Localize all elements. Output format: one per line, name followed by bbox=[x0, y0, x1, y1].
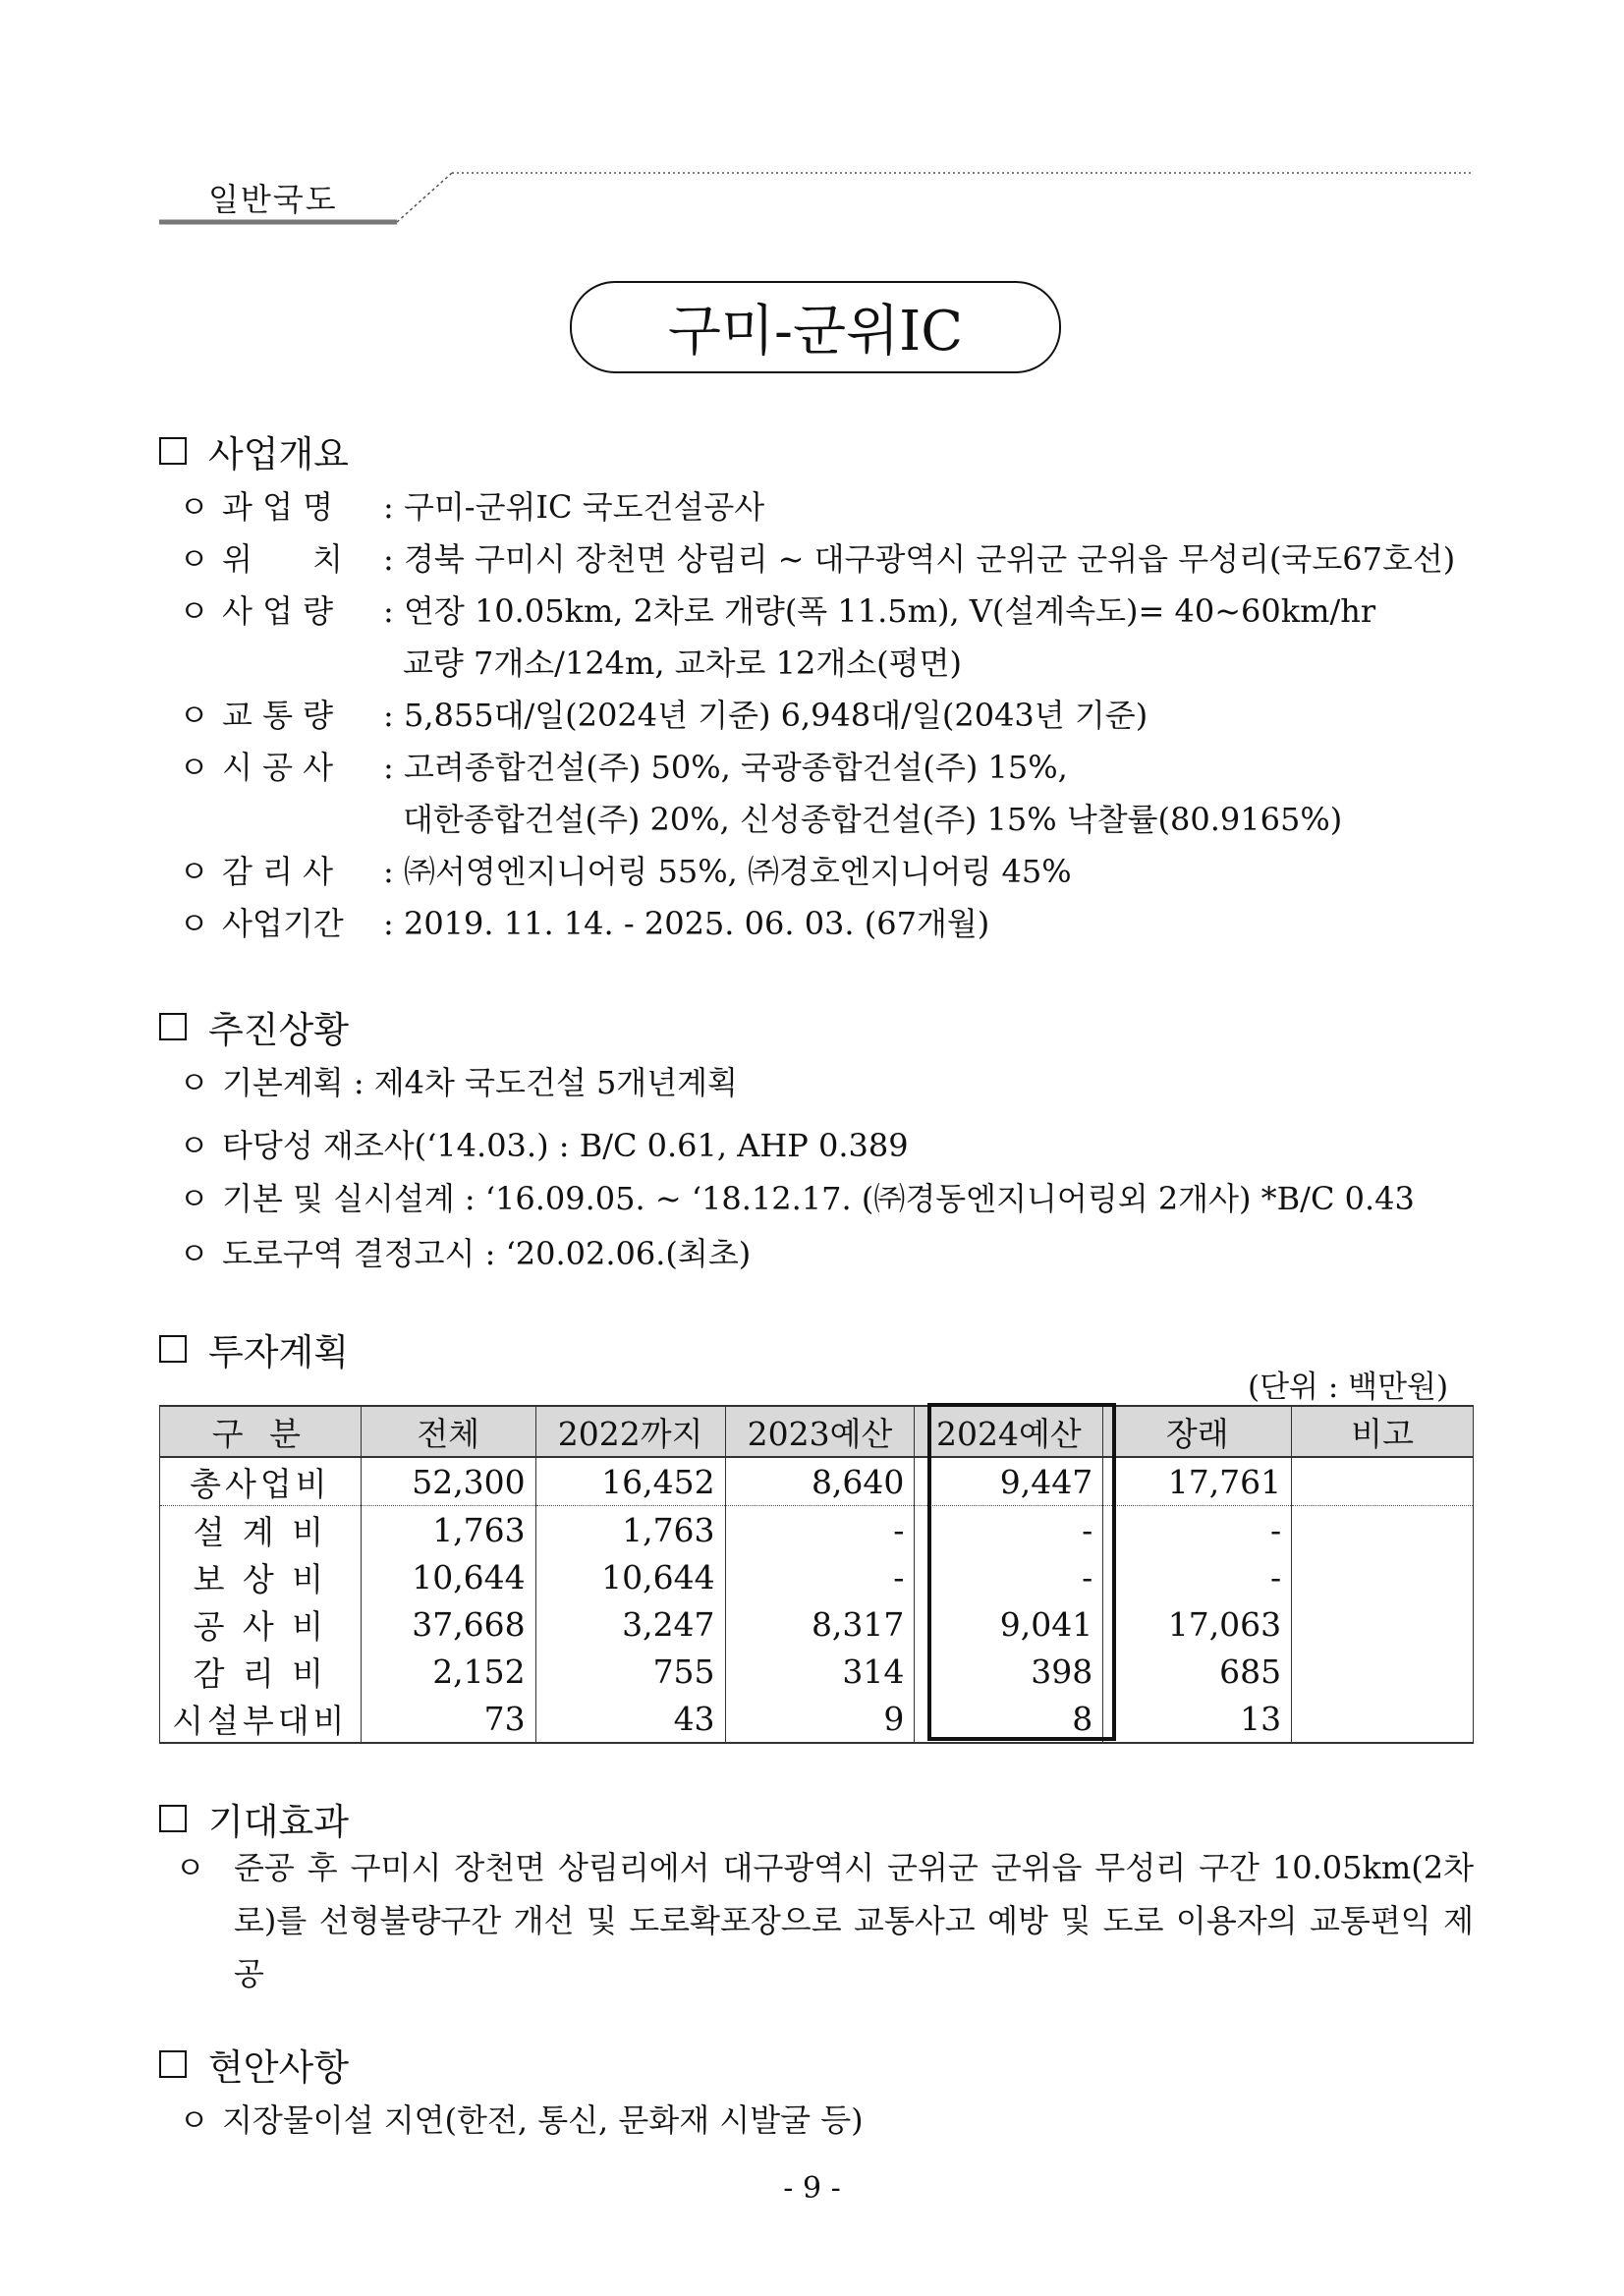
bullet-icon: ㅇ bbox=[179, 697, 209, 734]
column-header: 2023예산 bbox=[725, 1406, 915, 1457]
table-cell: - bbox=[915, 1553, 1103, 1600]
table-cell: 16,452 bbox=[535, 1457, 725, 1506]
row-category: 시설부대비 bbox=[160, 1695, 362, 1743]
table-cell bbox=[1292, 1553, 1474, 1600]
item-value: : 구미-군위IC 국도건설공사 bbox=[383, 488, 765, 526]
table-cell: 9,041 bbox=[915, 1600, 1103, 1648]
page-number: - 9 - bbox=[783, 2171, 841, 2206]
row-category: 보 상 비 bbox=[160, 1553, 362, 1600]
item-value: : 2019. 11. 14. - 2025. 06. 03. (67개월) bbox=[383, 905, 990, 942]
row-category: 설 계 비 bbox=[160, 1506, 362, 1554]
bullet-icon: ㅇ bbox=[179, 905, 209, 942]
list-item bbox=[179, 591, 1375, 631]
effects-text: 준공 후 구미시 장천면 상림리에서 대구광역시 군위군 군위읍 무성리 구간 10.05km(2차로)를 선형불량구간 개선 및 도로확포장으로 교통사고 예방 및 도로 이용자의 교통편익 제공 bbox=[234, 1849, 1474, 1992]
item-value: 교량 7개소/124m, 교차로 12개소(평면) bbox=[403, 644, 962, 682]
row-category: 공 사 비 bbox=[160, 1600, 362, 1648]
item-label: 사 업 량 bbox=[222, 592, 334, 630]
bullet-icon: ㅇ bbox=[179, 1180, 209, 1217]
bullet-icon: ㅇ bbox=[179, 1235, 209, 1272]
table-cell: - bbox=[1103, 1553, 1292, 1600]
table-cell: 17,761 bbox=[1103, 1457, 1292, 1506]
item-label: 교 통 량 bbox=[222, 697, 334, 734]
table-cell: 398 bbox=[915, 1648, 1103, 1695]
item-text: 기본계획 : 제4차 국도건설 5개년계획 bbox=[222, 1064, 738, 1101]
item-text: 타당성 재조사(‘14.03.) : B/C 0.61, AHP 0.389 bbox=[222, 1127, 909, 1164]
list-item bbox=[179, 852, 1072, 891]
section-issues-heading bbox=[159, 2038, 349, 2091]
column-header: 전체 bbox=[361, 1406, 535, 1457]
table-cell: 37,668 bbox=[361, 1600, 535, 1648]
section-title: 현안사항 bbox=[208, 2046, 349, 2089]
list-item bbox=[179, 800, 1342, 839]
item-value: : 연장 10.05km, 2차로 개량(폭 11.5m), V(설계속도)= 40~60km/hr bbox=[383, 592, 1376, 630]
bullet-icon: ㅇ bbox=[179, 2101, 209, 2139]
table-cell: 9 bbox=[725, 1695, 915, 1743]
item-text: 지장물이설 지연(한전, 통신, 문화재 시발굴 등) bbox=[222, 2101, 864, 2139]
table-cell: 685 bbox=[1103, 1648, 1292, 1695]
header-decoration bbox=[0, 0, 1624, 236]
table-cell: 10,644 bbox=[361, 1553, 535, 1600]
table-cell: 43 bbox=[535, 1695, 725, 1743]
item-text: 도로구역 결정고시 : ‘20.02.06.(최초) bbox=[222, 1235, 752, 1272]
table-cell: 8 bbox=[915, 1695, 1103, 1743]
column-header: 2024예산 bbox=[915, 1406, 1103, 1457]
table-cell: 73 bbox=[361, 1695, 535, 1743]
list-item bbox=[179, 748, 1068, 787]
bullet-icon: ㅇ bbox=[179, 1127, 209, 1164]
unit-label: (단위 : 백만원) bbox=[1248, 1370, 1449, 1405]
item-value: : 경북 구미시 장천면 상림리 ~ 대구광역시 군위군 군위읍 무성리(국도67호선) bbox=[383, 540, 1456, 578]
item-value: : 고려종합건설(주) 50%, 국광종합건설(주) 15%, bbox=[383, 749, 1068, 786]
table-header-row bbox=[160, 1406, 1474, 1457]
table-cell: 2,152 bbox=[361, 1648, 535, 1695]
table-cell: 13 bbox=[1103, 1695, 1292, 1743]
column-header: 구 분 bbox=[160, 1406, 362, 1457]
column-header: 비고 bbox=[1292, 1406, 1474, 1457]
table-cell: 8,640 bbox=[725, 1457, 915, 1506]
table-cell: - bbox=[725, 1506, 915, 1554]
section-investment-heading bbox=[159, 1322, 349, 1375]
item-label: 위 치 bbox=[222, 540, 343, 578]
item-label: 감 리 사 bbox=[222, 853, 334, 890]
table-cell: - bbox=[1103, 1506, 1292, 1554]
list-item bbox=[179, 1126, 909, 1165]
section-title: 사업개요 bbox=[208, 433, 349, 476]
section-title: 추진상황 bbox=[208, 1009, 349, 1051]
bullet-icon: ㅇ bbox=[179, 488, 209, 526]
table-cell: 1,763 bbox=[361, 1506, 535, 1554]
table-cell: 8,317 bbox=[725, 1600, 915, 1648]
section-title: 기대효과 bbox=[208, 1801, 349, 1843]
item-value: : 5,855대/일(2024년 기준) 6,948대/일(2043년 기준) bbox=[383, 697, 1148, 734]
bullet-icon: ㅇ bbox=[175, 1849, 205, 1886]
list-item bbox=[179, 487, 764, 527]
column-header: 2022까지 bbox=[535, 1406, 725, 1457]
item-label: 사업기간 bbox=[222, 905, 344, 942]
section-title: 투자계획 bbox=[208, 1331, 349, 1373]
item-text: 기본 및 실시설계 : ‘16.09.05. ~ ‘18.12.17. (㈜경동엔지니어링외 2개사) *B/C 0.43 bbox=[222, 1180, 1415, 1217]
checkbox-icon bbox=[159, 1805, 187, 1832]
header-label: 일반국도 bbox=[208, 181, 338, 218]
section-overview-heading bbox=[159, 424, 349, 477]
table-row bbox=[160, 1600, 1474, 1648]
table-row bbox=[160, 1457, 1474, 1506]
table-cell: 9,447 bbox=[915, 1457, 1103, 1506]
table-cell: 17,063 bbox=[1103, 1600, 1292, 1648]
bullet-icon: ㅇ bbox=[179, 1064, 209, 1101]
list-item bbox=[179, 1063, 738, 1102]
table-cell bbox=[1292, 1648, 1474, 1695]
item-value: : ㈜서영엔지니어링 55%, ㈜경호엔지니어링 45% bbox=[383, 853, 1072, 890]
table-cell: 1,763 bbox=[535, 1506, 725, 1554]
item-label: 시 공 사 bbox=[222, 749, 334, 786]
checkbox-icon bbox=[159, 2050, 187, 2078]
row-category: 감 리 비 bbox=[160, 1648, 362, 1695]
table-cell bbox=[1292, 1506, 1474, 1554]
bullet-icon: ㅇ bbox=[179, 540, 209, 578]
list-item bbox=[179, 904, 989, 943]
section-effects-heading bbox=[159, 1792, 349, 1845]
table-cell: - bbox=[915, 1506, 1103, 1554]
item-value: 대한종합건설(주) 20%, 신성종합건설(주) 15% 낙찰률(80.9165%) bbox=[403, 801, 1343, 838]
table-cell: 10,644 bbox=[535, 1553, 725, 1600]
table-row bbox=[160, 1648, 1474, 1695]
table-row bbox=[160, 1695, 1474, 1743]
table-row bbox=[160, 1506, 1474, 1554]
list-item bbox=[179, 1179, 1415, 1218]
row-category: 총사업비 bbox=[160, 1457, 362, 1506]
bullet-icon: ㅇ bbox=[179, 749, 209, 786]
table-cell: - bbox=[725, 1553, 915, 1600]
table-cell bbox=[1292, 1695, 1474, 1743]
bullet-icon: ㅇ bbox=[179, 853, 209, 890]
investment-table bbox=[159, 1405, 1474, 1744]
checkbox-icon bbox=[159, 1335, 187, 1363]
bullet-icon: ㅇ bbox=[179, 592, 209, 630]
page-title: 구미-군위IC bbox=[570, 281, 1061, 373]
table-cell: 52,300 bbox=[361, 1457, 535, 1506]
table-cell bbox=[1292, 1457, 1474, 1506]
table-cell bbox=[1292, 1600, 1474, 1648]
list-item bbox=[179, 539, 1455, 579]
column-header: 장래 bbox=[1103, 1406, 1292, 1457]
table-cell: 755 bbox=[535, 1648, 725, 1695]
table-cell: 314 bbox=[725, 1648, 915, 1695]
item-label: 과 업 명 bbox=[222, 488, 334, 526]
list-item bbox=[179, 2100, 864, 2140]
section-progress-heading bbox=[159, 1000, 349, 1053]
checkbox-icon bbox=[159, 437, 187, 465]
effects-paragraph bbox=[159, 1841, 1474, 2000]
table-cell: 3,247 bbox=[535, 1600, 725, 1648]
list-item bbox=[179, 696, 1148, 735]
table-row bbox=[160, 1553, 1474, 1600]
list-item bbox=[179, 644, 962, 683]
checkbox-icon bbox=[159, 1013, 187, 1040]
list-item bbox=[179, 1234, 751, 1273]
